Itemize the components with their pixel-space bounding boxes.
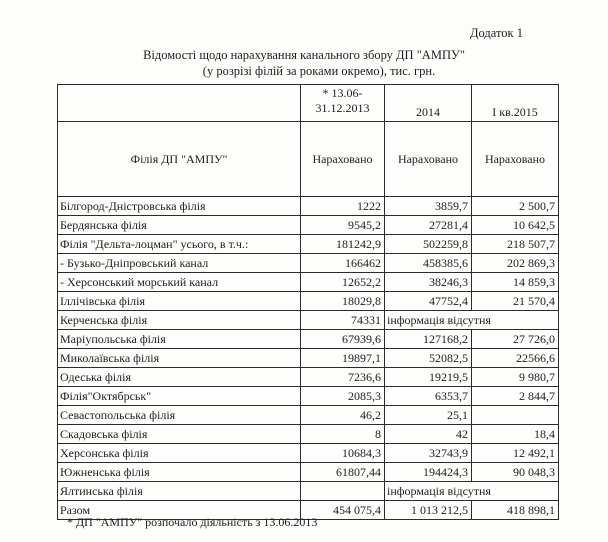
value-2015-cell (472, 406, 559, 425)
table-row (58, 197, 559, 216)
value-2013-cell: 19897,1 (301, 349, 385, 368)
value-2015-cell: 202 869,3 (472, 254, 559, 273)
value-2015-cell: 27 726,0 (472, 330, 559, 349)
table-row (58, 311, 559, 330)
branch-name-cell: Керченська філія (58, 311, 301, 330)
document-title (0, 47, 608, 79)
value-2014-cell: 52082,5 (385, 349, 472, 368)
value-2013-cell: 181242,9 (301, 235, 385, 254)
period-2014-header: 2014 (385, 85, 472, 122)
value-2015-cell: 18,4 (472, 425, 559, 444)
table-row (58, 444, 559, 463)
branch-name-cell: Одеська філія (58, 368, 301, 387)
branch-name-cell: Бердянська філія (58, 216, 301, 235)
branch-name-cell: Білгород-Дністровська філія (58, 197, 301, 216)
title-line-1: Відомості щодо нарахування канального збору ДП "АМПУ" (143, 48, 465, 62)
value-2013-cell: 2085,3 (301, 387, 385, 406)
branch-name-cell: Севастопольська філія (58, 406, 301, 425)
value-2014-cell: 38246,3 (385, 273, 472, 292)
value-2014-cell: 47752,4 (385, 292, 472, 311)
value-2013-cell: 9545,2 (301, 216, 385, 235)
table-body (58, 197, 559, 520)
value-2015-cell: 2 500,7 (472, 197, 559, 216)
branch-name-cell: Скадовська філія (58, 425, 301, 444)
table-row (58, 292, 559, 311)
no-information-note: інформація відсутня (385, 311, 559, 330)
value-2013-cell: 8 (301, 425, 385, 444)
value-2013-cell: 18029,8 (301, 292, 385, 311)
value-2013-cell: 166462 (301, 254, 385, 273)
table-row (58, 235, 559, 254)
value-2013-cell: 7236,6 (301, 368, 385, 387)
table-row (58, 349, 559, 368)
period-2013-header (301, 85, 385, 122)
value-2015-cell: 14 859,3 (472, 273, 559, 292)
table-row (58, 254, 559, 273)
value-2013-cell: 12652,2 (301, 273, 385, 292)
accrual-table (57, 84, 559, 520)
value-2014-cell: 502259,8 (385, 235, 472, 254)
footnote: * ДП "АМПУ" розпочало діяльність з 13.06.2013 (67, 515, 318, 529)
value-2014-cell: 6353,7 (385, 387, 472, 406)
value-2014-cell: 458385,6 (385, 254, 472, 273)
period-2013-line-2: 31.12.2013 (315, 101, 370, 115)
branch-name-cell: - Бузько-Дніпровський канал (58, 254, 301, 273)
table-row (58, 406, 559, 425)
value-2015-cell: 21 570,4 (472, 292, 559, 311)
no-information-note: інформація відсутня (385, 482, 559, 501)
value-2013-cell (301, 482, 385, 501)
period-2015-header: І кв.2015 (472, 85, 559, 122)
value-2014-cell: 3859,7 (385, 197, 472, 216)
value-2013-cell: 10684,3 (301, 444, 385, 463)
branch-name-cell: Разом (58, 501, 301, 520)
accrued-2013-header: Нараховано (301, 122, 385, 197)
value-2013-cell: 74331 (301, 311, 385, 330)
table-row (58, 387, 559, 406)
value-2015-cell: 2 844,7 (472, 387, 559, 406)
branch-column-header: Філія ДП "АМПУ" (58, 122, 301, 197)
branch-name-cell: Іллічівська філія (58, 292, 301, 311)
value-2015-cell: 12 492,1 (472, 444, 559, 463)
branch-name-cell: Філія "Дельта-лоцман" усього, в т.ч.: (58, 235, 301, 254)
value-2013-cell: 1222 (301, 197, 385, 216)
value-2014-cell: 194424,3 (385, 463, 472, 482)
table-row (58, 482, 559, 501)
table-row (58, 463, 559, 482)
value-2015-cell: 22566,6 (472, 349, 559, 368)
table-row (58, 368, 559, 387)
accrued-2014-header: Нараховано (385, 122, 472, 197)
branch-name-cell: Южненська філія (58, 463, 301, 482)
value-2013-cell: 61807,44 (301, 463, 385, 482)
table-row (58, 425, 559, 444)
title-line-2: (у розрізі філій за роками окремо), тис. грн. (202, 64, 436, 78)
table-row (58, 273, 559, 292)
value-2014-cell: 25,1 (385, 406, 472, 425)
table-row (58, 330, 559, 349)
branch-name-cell: Миколаївська філія (58, 349, 301, 368)
value-2013-cell: 46,2 (301, 406, 385, 425)
value-2015-cell: 10 642,5 (472, 216, 559, 235)
value-2014-cell: 32743,9 (385, 444, 472, 463)
value-2015-cell: 90 048,3 (472, 463, 559, 482)
branch-name-cell: Ялтинська філія (58, 482, 301, 501)
value-2014-cell: 127168,2 (385, 330, 472, 349)
addendum-label: Додаток 1 (470, 26, 523, 40)
period-2013-line-1: * 13.06- (322, 86, 363, 100)
value-2014-cell: 19219,5 (385, 368, 472, 387)
branch-name-cell: Філія"Октябрськ" (58, 387, 301, 406)
column-header-row (58, 122, 559, 197)
table-row (58, 216, 559, 235)
branch-name-cell: Маріупольська філія (58, 330, 301, 349)
value-2015-cell: 418 898,1 (472, 501, 559, 520)
period-header-row (58, 85, 559, 122)
branch-name-cell: - Херсонський морський канал (58, 273, 301, 292)
value-2014-cell: 27281,4 (385, 216, 472, 235)
value-2015-cell: 9 980,7 (472, 368, 559, 387)
period-header-blank (58, 85, 301, 122)
branch-name-cell: Херсонська філія (58, 444, 301, 463)
value-2013-cell: 454 075,4 (301, 501, 385, 520)
value-2013-cell: 67939,6 (301, 330, 385, 349)
value-2014-cell: 42 (385, 425, 472, 444)
accrued-2015-header: Нараховано (472, 122, 559, 197)
value-2014-cell: 1 013 212,5 (385, 501, 472, 520)
value-2015-cell: 218 507,7 (472, 235, 559, 254)
